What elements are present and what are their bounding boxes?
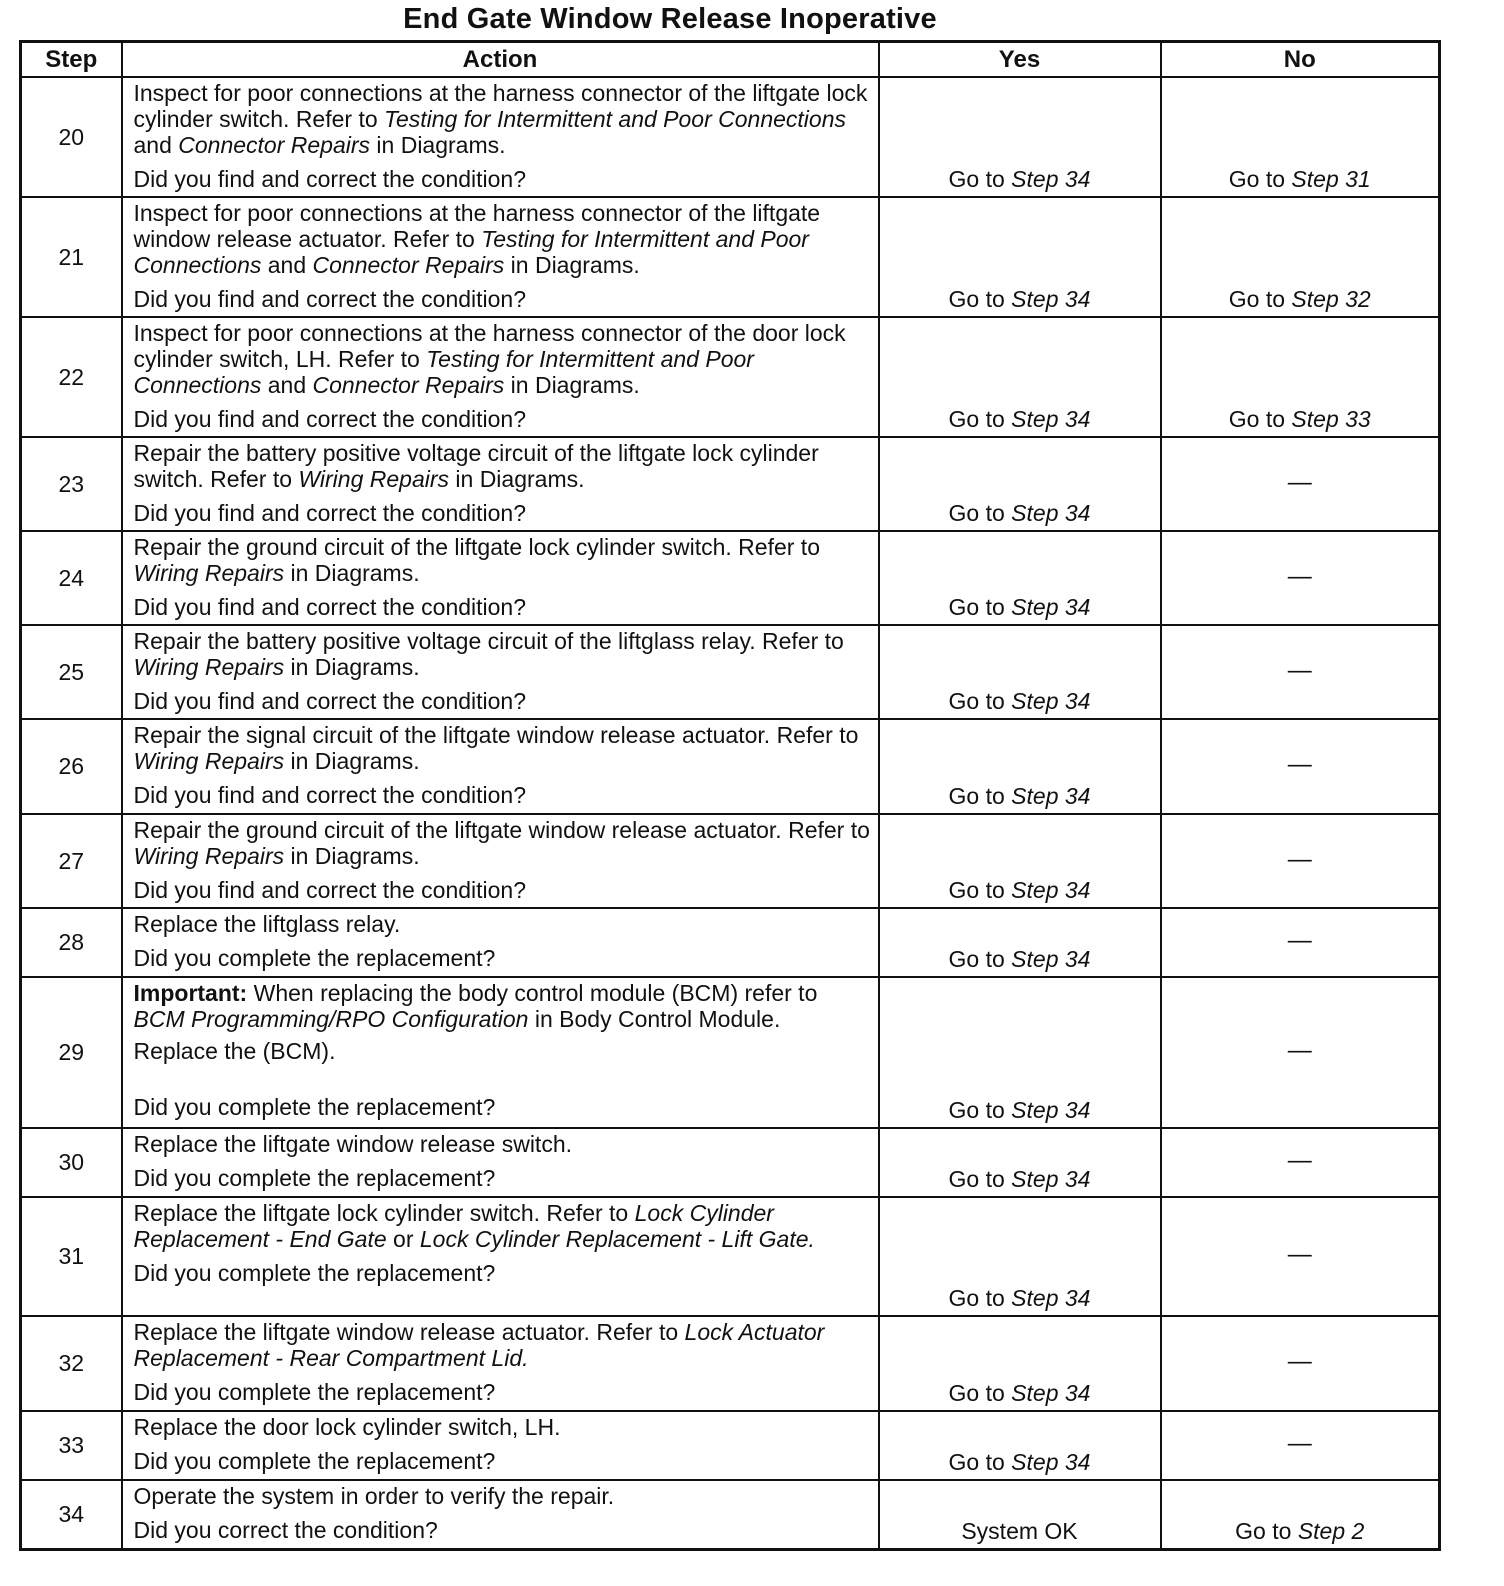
action-cell [122, 1316, 879, 1411]
step-number: 20 [21, 77, 122, 197]
action-question: Did you find and correct the condition? [133, 688, 527, 714]
yes-fragment: Go to [948, 594, 1012, 620]
action-text-fragment: Repair the ground circuit of the liftgate lock cylinder switch. Refer to [133, 534, 820, 560]
yes-ref: Step 34 [1011, 783, 1091, 809]
no-fragment: — [1287, 751, 1312, 778]
action-cell [122, 1480, 879, 1549]
action-question: Did you complete the replacement? [133, 1448, 496, 1474]
yes-ref: Step 34 [1011, 688, 1091, 714]
no-ref: Step 32 [1291, 286, 1371, 312]
action-question: Did you correct the condition? [133, 1517, 438, 1543]
yes-fragment: Go to [948, 1097, 1012, 1123]
action-text-ref: Wiring Repairs [298, 466, 450, 492]
step-number: 32 [21, 1316, 122, 1411]
no-fragment: Go to [1228, 406, 1292, 432]
action-text [134, 1200, 872, 1252]
action-text [134, 980, 872, 1032]
step-number: 21 [21, 197, 122, 317]
yes-ref: Step 34 [1011, 166, 1091, 192]
table-row [21, 317, 1440, 437]
yes-cell [879, 814, 1161, 908]
step-number: 34 [21, 1480, 122, 1549]
yes-cell [879, 1411, 1161, 1480]
table-row [21, 1128, 1440, 1197]
yes-cell [879, 1197, 1161, 1316]
step-number: 31 [21, 1197, 122, 1316]
action-text-fragment: Inspect for poor connections at the harness connector of the liftgate window release actuator. Refer to [133, 200, 821, 252]
yes-fragment: Go to [948, 877, 1012, 903]
table-row [21, 719, 1440, 814]
yes-ref: Step 34 [1011, 406, 1091, 432]
action-text-ref: Wiring Repairs [133, 560, 285, 586]
no-cell [1161, 437, 1440, 531]
action-cell [122, 625, 879, 719]
table-row [21, 1197, 1440, 1316]
action-text [134, 1131, 872, 1157]
action-text-ref: Lock Actuator Replacement - Rear Compartment Lid. [133, 1319, 825, 1371]
table-row [21, 1480, 1440, 1549]
yes-fragment: Go to [948, 500, 1012, 526]
no-fragment: — [1287, 1348, 1312, 1375]
no-cell [1161, 1197, 1440, 1316]
action-text-fragment: in Diagrams. [284, 560, 420, 586]
action-question: Did you complete the replacement? [133, 1379, 496, 1405]
table-row [21, 814, 1440, 908]
action-text [134, 200, 872, 278]
action-text-fragment: When replacing the body control module (BCM) refer to [247, 980, 818, 1006]
table-row [21, 625, 1440, 719]
no-fragment: Go to [1228, 166, 1292, 192]
action-text [134, 1414, 872, 1440]
yes-cell [879, 977, 1161, 1128]
action-text [134, 1483, 872, 1509]
action-text-emphasis: Important: [133, 980, 248, 1006]
action-question: Did you complete the replacement? [133, 1094, 496, 1120]
action-text-ref: Testing for Intermittent and Poor Connections [384, 106, 846, 132]
action-cell [122, 908, 879, 977]
step-number: 27 [21, 814, 122, 908]
action-cell [122, 1411, 879, 1480]
table-row [21, 1411, 1440, 1480]
action-text-ref: Testing for Intermittent and Poor Connections [133, 346, 754, 398]
action-text-ref: Lock Cylinder Replacement - Lift Gate. [419, 1226, 815, 1252]
step-number: 28 [21, 908, 122, 977]
yes-cell [879, 719, 1161, 814]
action-text-fragment: in Diagrams. [370, 132, 506, 158]
action-cell [122, 531, 879, 625]
no-cell [1161, 77, 1440, 197]
yes-ref: Step 34 [1011, 877, 1091, 903]
no-ref: Step 31 [1291, 166, 1371, 192]
no-fragment: — [1287, 845, 1312, 873]
header-step: Step [21, 42, 122, 78]
no-cell [1161, 1411, 1440, 1480]
action-question: Did you find and correct the condition? [133, 877, 527, 903]
action-text-ref: Wiring Repairs [133, 843, 285, 869]
action-text-fragment: or [386, 1226, 420, 1252]
action-text-fragment: in Diagrams. [284, 654, 420, 680]
no-fragment: — [1287, 1147, 1312, 1174]
action-text-fragment: Operate the system in order to verify the repair. [133, 1483, 615, 1509]
action-text-fragment: in Diagrams. [504, 252, 640, 278]
action-text-ref: Lock Cylinder Replacement - End Gate [133, 1200, 774, 1252]
no-cell [1161, 977, 1440, 1128]
action-cell [122, 197, 879, 317]
action-cell [122, 719, 879, 814]
no-cell [1161, 1128, 1440, 1197]
action-text [134, 534, 872, 586]
step-number: 29 [21, 977, 122, 1128]
action-text [134, 80, 872, 158]
no-fragment: — [1287, 1241, 1312, 1268]
yes-cell [879, 1128, 1161, 1197]
action-text-fragment: Repair the battery positive voltage circuit of the liftgate lock cylinder switch. Refer to [133, 440, 819, 492]
no-cell [1161, 625, 1440, 719]
action-cell [122, 977, 879, 1128]
action-text [134, 440, 872, 492]
action-question: Did you find and correct the condition? [133, 286, 527, 312]
action-cell [122, 1197, 879, 1316]
diagnostic-table [19, 40, 1441, 1551]
no-cell [1161, 1480, 1440, 1549]
action-text-fragment: and [261, 372, 313, 398]
yes-ref: Step 34 [1011, 594, 1091, 620]
action-text-fragment: Repair the ground circuit of the liftgate window release actuator. Refer to [133, 817, 870, 843]
action-text-fragment: in Diagrams. [449, 466, 585, 492]
yes-ref: Step 34 [1011, 1380, 1091, 1406]
step-number: 24 [21, 531, 122, 625]
action-question: Did you complete the replacement? [133, 945, 496, 971]
yes-cell [879, 1480, 1161, 1549]
table-row [21, 197, 1440, 317]
step-number: 22 [21, 317, 122, 437]
yes-fragment: Go to [948, 166, 1012, 192]
action-text-fragment: in Diagrams. [284, 748, 420, 774]
action-text-fragment: Inspect for poor connections at the harness connector of the door lock cylinder switch, LH. Refer to [133, 320, 846, 372]
action-text [134, 628, 872, 680]
page-title: End Gate Window Release Inoperative [403, 3, 937, 35]
action-text-ref: Wiring Repairs [133, 748, 285, 774]
no-fragment: Go to [1235, 1517, 1298, 1544]
header-action: Action [122, 42, 879, 78]
yes-cell [879, 197, 1161, 317]
no-cell [1161, 908, 1440, 977]
action-text [134, 911, 872, 937]
table-row [21, 77, 1440, 197]
yes-ref: Step 34 [1011, 286, 1091, 312]
action-text-ref: BCM Programming/RPO Configuration [133, 1006, 529, 1032]
no-ref: Step 33 [1291, 406, 1371, 432]
no-fragment: — [1287, 927, 1312, 954]
table-row [21, 1316, 1440, 1411]
action-text [134, 1319, 872, 1371]
no-fragment: — [1287, 468, 1312, 496]
yes-cell [879, 1316, 1161, 1411]
no-cell [1161, 1316, 1440, 1411]
yes-fragment: Go to [948, 1380, 1012, 1406]
action-text-ref: Wiring Repairs [133, 654, 285, 680]
no-fragment: — [1287, 1430, 1312, 1457]
action-cell [122, 1128, 879, 1197]
action-question: Did you find and correct the condition? [133, 782, 527, 808]
action-text-fragment: in Diagrams. [504, 372, 640, 398]
yes-fragment: Go to [948, 1285, 1012, 1311]
yes-ref: Step 34 [1011, 946, 1091, 972]
action-text-fragment: in Body Control Module. [528, 1006, 781, 1032]
header-yes: Yes [879, 42, 1161, 78]
no-cell [1161, 719, 1440, 814]
yes-fragment: Go to [948, 1449, 1012, 1475]
yes-ref: Step 34 [1011, 500, 1091, 526]
step-number: 26 [21, 719, 122, 814]
yes-cell [879, 317, 1161, 437]
action-text-fragment: Replace the liftgate lock cylinder switch. Refer to [133, 1200, 635, 1226]
action-text-fragment: and [261, 252, 313, 278]
action-question: Did you complete the replacement? [133, 1165, 496, 1191]
action-text-fragment: Replace the liftgate window release actuator. Refer to [133, 1319, 685, 1345]
table-row [21, 531, 1440, 625]
step-number: 33 [21, 1411, 122, 1480]
action-text [134, 817, 872, 869]
no-cell [1161, 317, 1440, 437]
yes-fragment: Go to [948, 286, 1012, 312]
step-number: 30 [21, 1128, 122, 1197]
yes-cell [879, 77, 1161, 197]
yes-cell [879, 625, 1161, 719]
action-cell [122, 77, 879, 197]
yes-fragment: Go to [948, 406, 1012, 432]
yes-ref: Step 34 [1011, 1097, 1091, 1123]
yes-cell [879, 531, 1161, 625]
yes-fragment: Go to [948, 946, 1012, 972]
action-text-fragment: Repair the battery positive voltage circuit of the liftglass relay. Refer to [133, 628, 844, 654]
yes-fragment: System OK [961, 1517, 1078, 1544]
yes-cell [879, 908, 1161, 977]
step-number: 25 [21, 625, 122, 719]
yes-ref: Step 34 [1011, 1285, 1091, 1311]
table-row [21, 908, 1440, 977]
table-header-row [21, 42, 1440, 78]
yes-cell [879, 437, 1161, 531]
action-question: Did you find and correct the condition? [133, 166, 527, 192]
action-text-ref: Connector Repairs [312, 372, 505, 398]
action-subtext: Replace the (BCM). [133, 1038, 336, 1064]
table-row [21, 977, 1440, 1128]
action-cell [122, 317, 879, 437]
action-text-fragment: Replace the door lock cylinder switch, LH. [133, 1414, 561, 1440]
yes-fragment: Go to [948, 1166, 1012, 1192]
no-cell [1161, 814, 1440, 908]
action-text-fragment: Replace the liftglass relay. [133, 911, 401, 937]
yes-fragment: Go to [948, 688, 1012, 714]
action-question: Did you find and correct the condition? [133, 500, 527, 526]
step-number: 23 [21, 437, 122, 531]
action-text-fragment: in Diagrams. [284, 843, 420, 869]
no-fragment: — [1287, 562, 1312, 590]
action-question: Did you find and correct the condition? [133, 406, 527, 432]
action-question: Did you complete the replacement? [133, 1260, 496, 1286]
no-fragment: — [1287, 1037, 1312, 1064]
action-text-ref: Testing for Intermittent and Poor Connections [133, 226, 809, 278]
no-cell [1161, 531, 1440, 625]
action-text-fragment: Replace the liftgate window release switch. [133, 1131, 573, 1157]
yes-fragment: Go to [948, 783, 1012, 809]
no-ref: Step 2 [1297, 1517, 1365, 1544]
action-question: Did you find and correct the condition? [133, 594, 527, 620]
action-text-fragment: Inspect for poor connections at the harness connector of the liftgate lock cylinder switch. Refer to [133, 80, 868, 132]
yes-ref: Step 34 [1011, 1166, 1091, 1192]
table-row [21, 437, 1440, 531]
no-fragment: — [1287, 656, 1312, 684]
action-cell [122, 814, 879, 908]
no-fragment: Go to [1228, 286, 1292, 312]
yes-ref: Step 34 [1011, 1449, 1091, 1475]
action-spacer [134, 1064, 872, 1086]
action-cell [122, 437, 879, 531]
action-text-ref: Connector Repairs [312, 252, 505, 278]
no-cell [1161, 197, 1440, 317]
action-text [134, 722, 872, 774]
action-text-fragment: and [133, 132, 179, 158]
action-text [134, 320, 872, 398]
header-no: No [1161, 42, 1440, 78]
action-text-ref: Connector Repairs [178, 132, 371, 158]
action-text-fragment: Repair the signal circuit of the liftgate window release actuator. Refer to [133, 722, 859, 748]
